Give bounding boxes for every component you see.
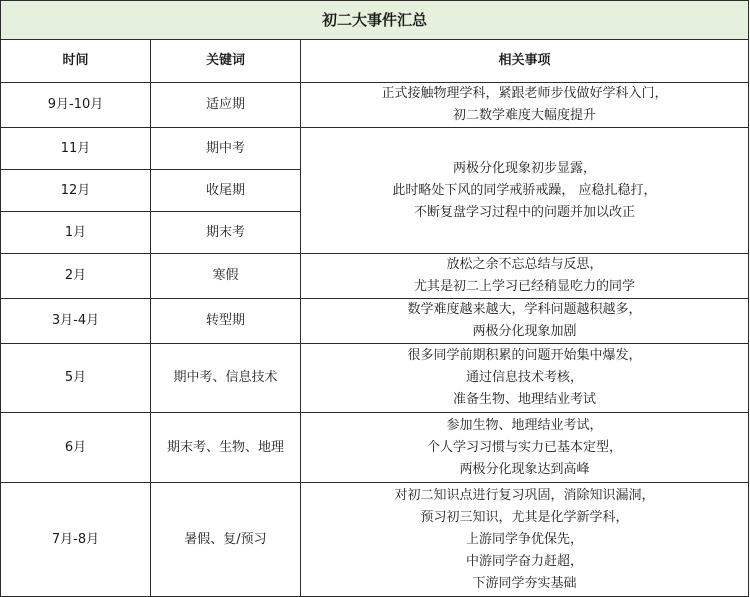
events-cell bbox=[301, 413, 749, 483]
table-row bbox=[1, 299, 749, 344]
header-events: 相关事项 bbox=[301, 40, 749, 83]
keyword-cell: 收尾期 bbox=[151, 170, 301, 212]
header-time: 时间 bbox=[1, 40, 151, 83]
time-cell: 5月 bbox=[1, 344, 151, 413]
event-line: 两极分化现象达到高峰 bbox=[459, 461, 590, 477]
time-cell: 6月 bbox=[1, 413, 151, 483]
event-line: 数学难度越来越大，学科问题越积越多， bbox=[407, 302, 642, 317]
table-row bbox=[1, 254, 749, 299]
table-title: 初二大事件汇总 bbox=[1, 1, 749, 40]
time-cell: 9月-10月 bbox=[1, 83, 151, 128]
table-row bbox=[1, 128, 749, 170]
event-line: 下游同学夯实基础 bbox=[472, 575, 577, 591]
keyword-cell: 期末考 bbox=[151, 212, 301, 254]
events-cell bbox=[301, 83, 749, 128]
time-cell: 7月-8月 bbox=[1, 483, 151, 597]
title-row bbox=[1, 1, 749, 40]
table-row bbox=[1, 344, 749, 413]
table-row bbox=[1, 83, 749, 128]
events-cell bbox=[301, 344, 749, 413]
event-line: 参加生物、地理结业考试， bbox=[446, 417, 603, 433]
keyword-cell: 期末考、生物、地理 bbox=[151, 413, 301, 483]
event-line: 通过信息技术考核， bbox=[465, 370, 583, 385]
event-line: 很多同学前期积累的问题开始集中爆发， bbox=[407, 348, 642, 363]
event-line: 正式接触物理学科，紧跟老师步伐做好学科入门， bbox=[381, 86, 668, 101]
header-row bbox=[1, 40, 749, 83]
time-cell: 2月 bbox=[1, 254, 151, 299]
keyword-cell: 暑假、复/预习 bbox=[151, 483, 301, 597]
table-row bbox=[1, 413, 749, 483]
event-line: 两极分化现象加剧 bbox=[472, 324, 577, 339]
keyword-cell: 适应期 bbox=[151, 83, 301, 128]
event-line: 对初二知识点进行复习巩固，消除知识漏洞， bbox=[394, 487, 655, 503]
event-line: 两极分化现象初步显露， bbox=[452, 160, 596, 176]
event-line: 不断复盘学习过程中的问题并加以改正 bbox=[413, 204, 635, 220]
keyword-cell: 转型期 bbox=[151, 299, 301, 344]
keyword-cell: 寒假 bbox=[151, 254, 301, 299]
keyword-cell: 期中考、信息技术 bbox=[151, 344, 301, 413]
keyword-cell: 期中考 bbox=[151, 128, 301, 170]
time-cell: 3月-4月 bbox=[1, 299, 151, 344]
event-line: 个人学习习惯与实力已基本定型， bbox=[426, 439, 622, 455]
table-row bbox=[1, 483, 749, 597]
events-cell bbox=[301, 299, 749, 344]
time-cell: 11月 bbox=[1, 128, 151, 170]
time-cell: 12月 bbox=[1, 170, 151, 212]
merged-events-cell bbox=[301, 128, 749, 254]
events-cell bbox=[301, 483, 749, 597]
event-line: 预习初三知识，尤其是化学新学科， bbox=[420, 509, 629, 525]
time-cell: 1月 bbox=[1, 212, 151, 254]
header-keyword: 关键词 bbox=[151, 40, 301, 83]
event-line: 初二数学难度大幅度提升 bbox=[452, 108, 596, 123]
events-cell bbox=[301, 254, 749, 299]
event-line: 尤其是初二上学习已经稍显吃力的同学 bbox=[413, 279, 635, 294]
event-line: 放松之余不忘总结与反思， bbox=[446, 257, 603, 272]
event-line: 上游同学争优保先， bbox=[465, 531, 583, 547]
event-line: 中游同学奋力赶超， bbox=[465, 553, 583, 569]
event-line: 此时略处下风的同学戒骄戒躁， 应稳扎稳打， bbox=[392, 182, 657, 198]
event-line: 准备生物、地理结业考试 bbox=[452, 392, 596, 407]
